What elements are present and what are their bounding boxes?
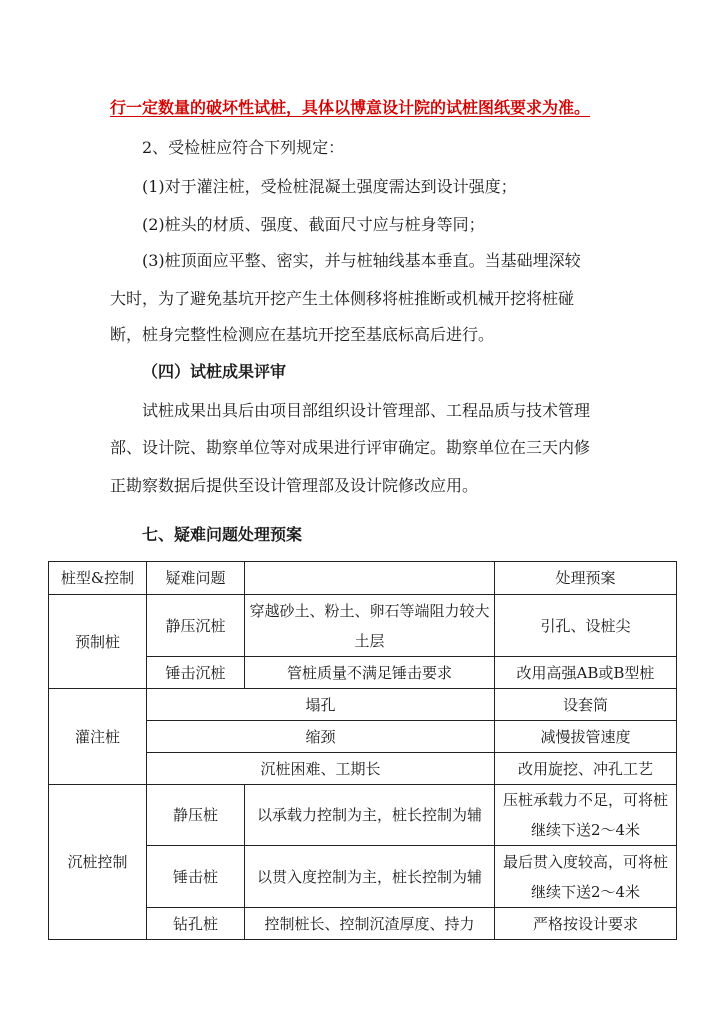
eval-line-3: 正勘察数据后提供至设计管理部及设计院修改应用。	[110, 476, 479, 495]
section-7-heading: 七、疑难问题处理预案	[142, 525, 303, 544]
solution-cell: 减慢拔管速度	[495, 721, 677, 753]
method-cell: 锤击桩	[147, 846, 245, 908]
group-label-control: 沉桩控制	[49, 785, 147, 940]
problem-cell: 控制桩长、控制沉渣厚度、持力	[245, 908, 495, 940]
solution-cell: 严格按设计要求	[495, 908, 677, 940]
contingency-table	[48, 561, 677, 940]
problem-cell: 缩颈	[147, 721, 495, 753]
solution-cell: 设套筒	[495, 689, 677, 721]
sub-item-3-line-3: 断，桩身完整性检测应在基坑开挖至基底标高后进行。	[110, 325, 495, 344]
table-row	[49, 595, 677, 657]
section-4-heading: （四）试桩成果评审	[142, 362, 287, 381]
problem-cell: 管桩质量不满足锤击要求	[245, 657, 495, 689]
eval-line-2: 部、设计院、勘察单位等对成果进行评审确定。勘察单位在三天内修	[110, 438, 591, 457]
header-pile-type: 桩型&控制	[49, 562, 147, 595]
solution-cell: 改用高强AB或B型桩	[495, 657, 677, 689]
group-label-precast: 预制桩	[49, 595, 147, 689]
solution-cell: 引孔、设桩尖	[495, 595, 677, 657]
header-blank	[245, 562, 495, 595]
problem-cell: 以贯入度控制为主，桩长控制为辅	[245, 846, 495, 908]
problem-cell: 以承载力控制为主，桩长控制为辅	[245, 785, 495, 846]
method-cell: 静压桩	[147, 785, 245, 846]
red-note-line: 行一定数量的破坏性试桩，具体以博意设计院的试桩图纸要求为准。	[110, 98, 591, 117]
table-row	[49, 785, 677, 846]
sub-item-1: (1)对于灌注桩，受检桩混凝土强度需达到设计强度；	[142, 177, 517, 196]
group-label-cast: 灌注桩	[49, 689, 147, 785]
table-header-row	[49, 562, 677, 595]
problem-cell: 塌孔	[147, 689, 495, 721]
solution-cell: 压桩承载力不足，可将桩继续下送2～4米	[495, 785, 677, 846]
sub-item-3-line-1: (3)桩顶面应平整、密实，并与桩轴线基本垂直。当基础埋深较	[142, 251, 581, 270]
table-row	[49, 689, 677, 721]
sub-item-3-line-2: 大时，为了避免基坑开挖产生土体侧移将桩推断或机械开挖将桩碰	[110, 289, 575, 308]
solution-cell: 最后贯入度较高，可将桩继续下送2～4米	[495, 846, 677, 908]
item-2-title: 2、受检桩应符合下列规定：	[142, 138, 345, 157]
method-cell: 锤击沉桩	[147, 657, 245, 689]
sub-item-2: (2)桩头的材质、强度、截面尺寸应与桩身等同；	[142, 215, 485, 234]
eval-line-1: 试桩成果出具后由项目部组织设计管理部、工程品质与技术管理	[142, 401, 591, 420]
problem-cell: 沉桩困难、工期长	[147, 753, 495, 785]
method-cell: 静压沉桩	[147, 595, 245, 657]
header-problem: 疑难问题	[147, 562, 245, 595]
solution-cell: 改用旋挖、冲孔工艺	[495, 753, 677, 785]
problem-cell: 穿越砂土、粉土、卵石等端阻力较大土层	[245, 595, 495, 657]
method-cell: 钻孔桩	[147, 908, 245, 940]
header-solution: 处理预案	[495, 562, 677, 595]
